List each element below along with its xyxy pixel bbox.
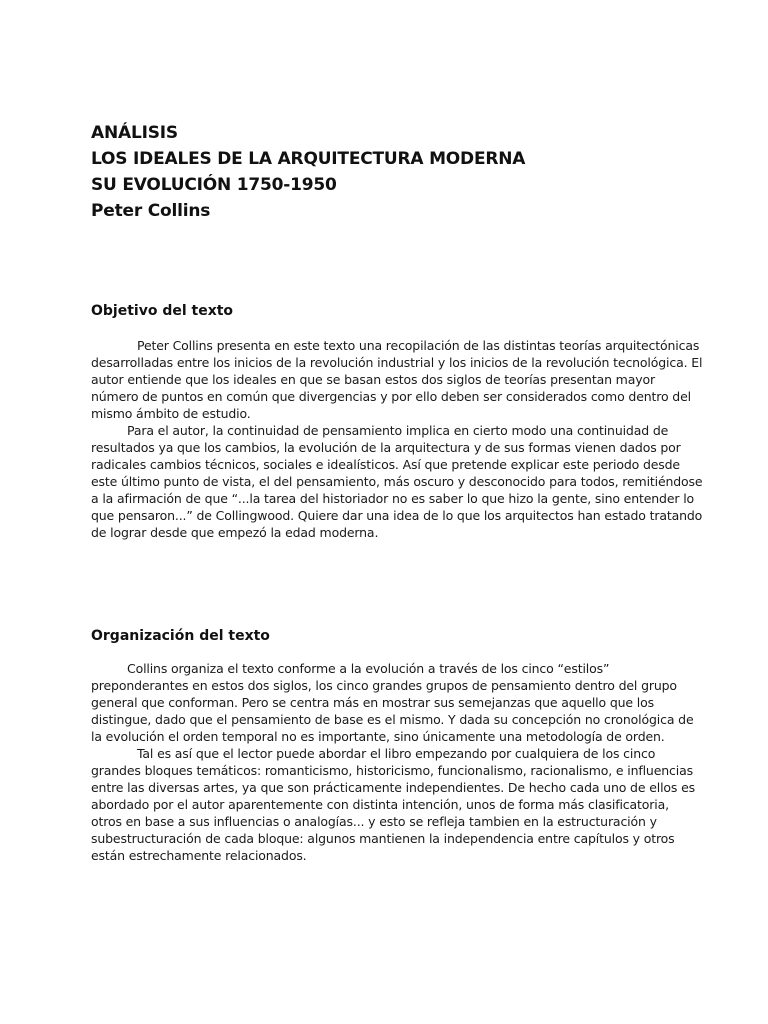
paragraph: Tal es así que el lector puede abordar el libro empezando por cualquiera de los cinco grandes bloques temáticos: romanticismo, historicismo, funcionalismo, racionalismo, e influencias entre las diversas artes, ya que son prácticamente independientes. De hecho cada uno de ellos es abordado por el autor aparentemente con distinta intención, unos de forma más clasificatoria, otros en base a sus influencias o analogías... y esto se refleja tambien en la estructuración y subestructuración de cada bloque: algunos mantienen la independencia entre capítulos y otros están estrechamente relacionados.	[91, 746, 695, 863]
section-body-objetivo	[91, 337, 703, 541]
section-heading-organizacion: Organización del texto	[91, 628, 270, 644]
paragraph: Para el autor, la continuidad de pensamiento implica en cierto modo una continuidad de resultados ya que los cambios, la evolución de la arquitectura y de sus formas vienen dados por radicales cambios técnicos, sociales e idealísticos. Así que pretende explicar este periodo desde este último punto de vista, el del pensamiento, más oscuro y desconocido para todos, remitiéndose a la afirmación de que “...la tarea del historiador no es saber lo que hizo la gente, sino entender lo que pensaron...” de Collingwood. Quiere dar una idea de lo que los arquitectos han estado tratando de lograr desde que empezó la edad moderna.	[91, 423, 703, 540]
document-page	[91, 0, 706, 1024]
document-title	[91, 120, 525, 224]
section-heading-objetivo: Objetivo del texto	[91, 303, 234, 319]
title-line-evolution: SU EVOLUCIÓN 1750-1950	[91, 175, 337, 195]
title-line-analisis: ANÁLISIS	[91, 123, 178, 143]
paragraph: Peter Collins presenta en este texto una recopilación de las distintas teorías arquitectónicas desarrolladas entre los inicios de la revolución industrial y los inicios de la revolución tecnológica. El autor entiende que los ideales en que se basan estos dos siglos de teorías presentan mayor número de puntos en común que divergencias y por ello deben ser considerados como dentro del mismo ámbito de estudio.	[91, 338, 703, 421]
title-author: Peter Collins	[91, 201, 211, 221]
title-line-book: LOS IDEALES DE LA ARQUITECTURA MODERNA	[91, 149, 526, 169]
paragraph: Collins organiza el texto conforme a la evolución a través de los cinco “estilos” preponderantes en estos dos siglos, los cinco grandes grupos de pensamiento dentro del grupo general que conforman. Pero se centra más en mostrar sus semejanzas que aquello que los distingue, dado que el pensamiento de base es el mismo. Y dada su concepción no cronológica de la evolución el orden temporal no es importante, sino únicamente una metodología de orden.	[91, 661, 694, 744]
section-body-organizacion	[91, 660, 703, 864]
